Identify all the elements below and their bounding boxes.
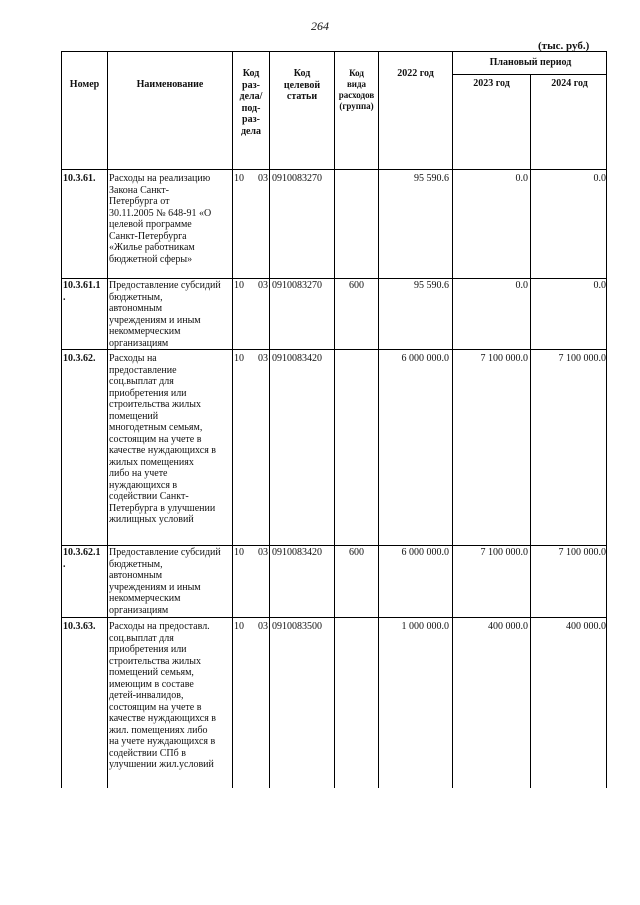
header-plan-period: Плановый период: [489, 57, 572, 68]
row-name: Предоставление субсидий бюджетным, автономным учреждениям и иным некоммерческим организациям: [109, 547, 221, 616]
row-number: 10.3.62.1 .: [63, 547, 101, 570]
row-subsection: 03: [258, 353, 268, 364]
row-name: Расходы на предоставление соц.выплат для приобретения или строительства жилых помещений многодетным семьям, состоящим на учете в качестве нуждающихся в жилых помещениях либо на учете нуждающихся в содействии Санкт- Петербурга в улучшении жилищных условий: [109, 353, 217, 525]
row-value-2023: 0.0: [515, 280, 528, 291]
row-section: 10: [234, 621, 244, 632]
row-value-2022: 95 590.6: [414, 173, 449, 184]
row-target-code: 0910083270: [272, 173, 322, 184]
row-value-2024: 7 100 000.0: [558, 547, 606, 558]
row-expense-kind: 600: [349, 280, 364, 291]
row-value-2024: 0.0: [593, 280, 606, 291]
row-divider: [62, 278, 606, 279]
header-expense-kind: Код вида расходов (группа): [338, 68, 375, 111]
header-2022: 2022 год: [397, 68, 434, 79]
row-divider: [62, 617, 606, 618]
col-divider: [269, 52, 270, 788]
row-section: 10: [234, 547, 244, 558]
budget-table: [61, 51, 607, 788]
header-name: Наименование: [136, 79, 204, 90]
row-number: 10.3.61.: [63, 173, 96, 184]
row-target-code: 0910083420: [272, 353, 322, 364]
col-divider: [378, 52, 379, 788]
header-2023: 2023 год: [473, 78, 510, 89]
row-value-2023: 0.0: [515, 173, 528, 184]
row-subsection: 03: [258, 621, 268, 632]
row-section: 10: [234, 353, 244, 364]
row-divider: [62, 349, 606, 350]
header-2024: 2024 год: [551, 78, 588, 89]
row-section: 10: [234, 173, 244, 184]
header-section-code: Код раз- дела/ под- раз- дела: [239, 68, 263, 137]
col-divider: [452, 52, 453, 788]
row-target-code: 0910083420: [272, 547, 322, 558]
row-subsection: 03: [258, 280, 268, 291]
row-divider: [62, 169, 606, 170]
page-number: 264: [311, 19, 329, 33]
row-value-2024: 400 000.0: [566, 621, 606, 632]
col-divider: [334, 52, 335, 788]
row-number: 10.3.62.: [63, 353, 96, 364]
row-value-2022: 6 000 000.0: [401, 353, 449, 364]
row-value-2022: 95 590.6: [414, 280, 449, 291]
col-divider: [107, 52, 108, 788]
row-target-code: 0910083500: [272, 621, 322, 632]
row-value-2023: 7 100 000.0: [480, 353, 528, 364]
row-subsection: 03: [258, 547, 268, 558]
row-name: Расходы на предоставл. соц.выплат для приобретения или строительства жилых помещений семьям, имеющим в составе детей-инвалидов, состоящим на учете в качестве нуждающихся в жил. помещениях либо на учете нуждающихся в содействии СПб в улучшении жил.условий: [109, 621, 217, 770]
row-value-2023: 7 100 000.0: [480, 547, 528, 558]
row-value-2023: 400 000.0: [488, 621, 528, 632]
row-value-2022: 6 000 000.0: [401, 547, 449, 558]
row-divider: [62, 545, 606, 546]
row-value-2024: 0.0: [593, 173, 606, 184]
row-number: 10.3.63.: [63, 621, 96, 632]
row-value-2022: 1 000 000.0: [401, 621, 449, 632]
row-expense-kind: 600: [349, 547, 364, 558]
row-divider: [452, 74, 606, 75]
row-subsection: 03: [258, 173, 268, 184]
row-target-code: 0910083270: [272, 280, 322, 291]
header-number: Номер: [69, 79, 100, 90]
header-target-code: Код целевой статьи: [283, 68, 321, 102]
row-value-2024: 7 100 000.0: [558, 353, 606, 364]
row-name: Предоставление субсидий бюджетным, автономным учреждениям и иным некоммерческим организациям: [109, 280, 221, 349]
row-section: 10: [234, 280, 244, 291]
row-number: 10.3.61.1 .: [63, 280, 101, 303]
row-name: Расходы на реализацию Закона Санкт- Петербурга от 30.11.2005 № 648-91 «О целевой программе Санкт-Петербурга «Жилье работникам бюджетной сферы»: [109, 173, 212, 265]
units-label: (тыс. руб.): [538, 40, 590, 52]
